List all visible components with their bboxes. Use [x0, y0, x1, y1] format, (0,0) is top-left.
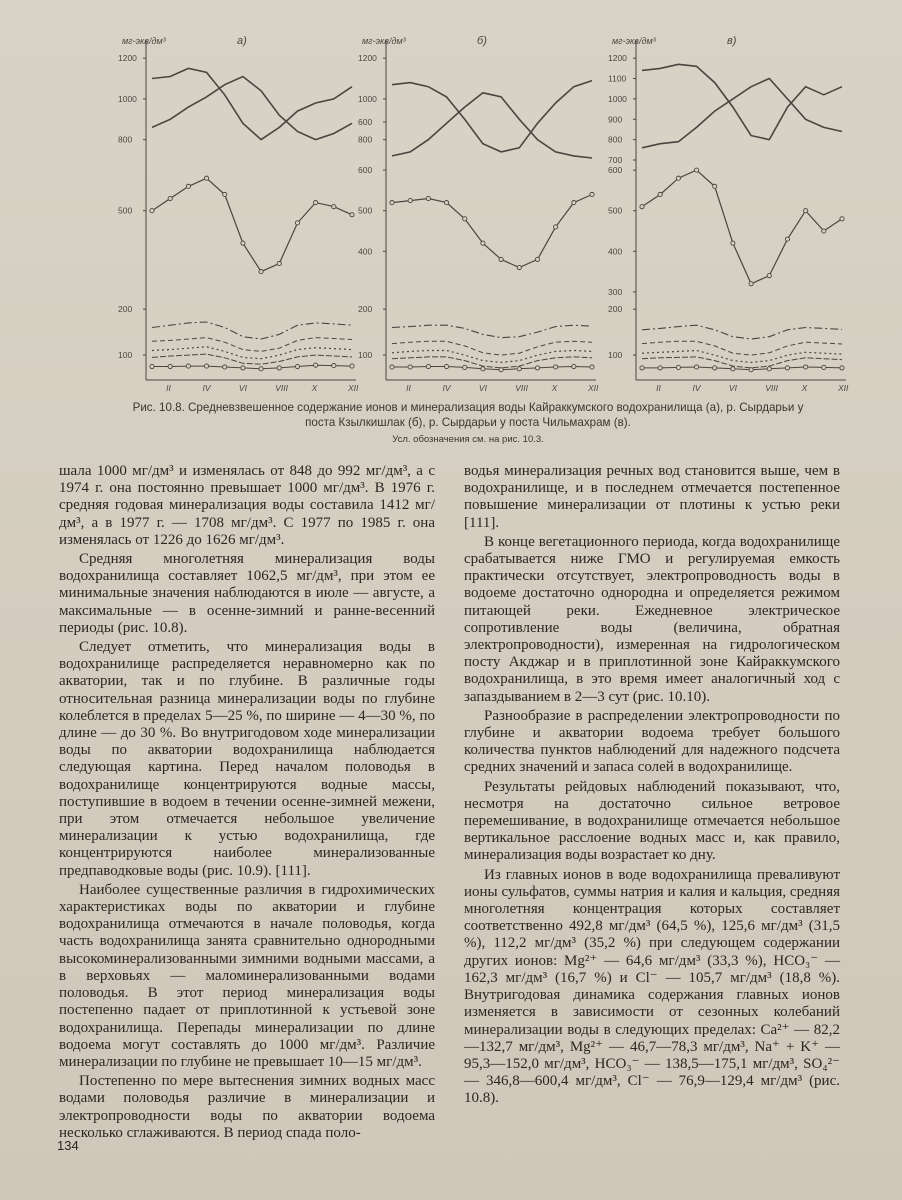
paragraph: водья минерализация речных вод становится выше, чем в водохранилище, и в последнем отмечается постепенное повышение минерализации от плотины к устью реки [111].	[464, 463, 840, 531]
x-tick-label: VIII	[275, 383, 289, 393]
figure-caption	[118, 400, 818, 447]
data-point	[241, 241, 245, 245]
data-point	[463, 365, 467, 369]
data-point	[259, 269, 263, 273]
y-tick-label: 500	[358, 205, 373, 216]
data-point	[408, 365, 412, 369]
data-point	[676, 176, 680, 180]
data-point	[390, 200, 394, 204]
data-point	[332, 205, 336, 209]
data-point	[822, 229, 826, 233]
page-number: 134	[57, 1138, 79, 1153]
data-point	[767, 274, 771, 278]
y-tick-label: 900	[608, 114, 623, 125]
right-text-column	[464, 463, 840, 1110]
series-line	[152, 365, 352, 369]
data-point	[749, 368, 753, 372]
data-point	[767, 367, 771, 371]
series-line	[392, 351, 592, 363]
panel-header-label: мг-экв/дм³	[612, 36, 656, 46]
series-line	[392, 341, 592, 355]
data-point	[168, 196, 172, 200]
data-point	[749, 282, 753, 286]
series-line	[642, 325, 842, 339]
y-tick-label: 1000	[118, 93, 137, 104]
y-tick-label: 200	[118, 304, 133, 315]
y-tick-label: 1100	[608, 73, 627, 84]
data-point	[408, 198, 412, 202]
x-tick-label: XII	[838, 383, 849, 393]
data-point	[840, 366, 844, 370]
data-point	[350, 364, 354, 368]
data-point	[676, 365, 680, 369]
x-tick-label: VIII	[515, 383, 529, 393]
x-tick-label: X	[551, 383, 558, 393]
y-tick-label: 1000	[358, 93, 377, 104]
paragraph: Из главных ионов в воде водохранилища преваливуют ионы сульфатов, суммы натрия и калия и кальция, средняя многолетняя концентрация которых составляет соответственно 492,8 мг/дм³ (64,5 %), 125,6 мг/дм³ (31,5 %), 112,2 мг/дм³ (35,2 %) при следующем содержании других ионов: Mg²⁺ — 64,6 мг/дм³ (33,3 %), HCO₃⁻ — 162,3 мг/дм³ (16,7 %) и Cl⁻ — 105,7 мг/дм³ (18,8 %). Внутригодовая динамика содержания главных ионов изменяется в зависимости от сезонных колебаний минерализации воды в следующих пределах: Ca²⁺ — 82,2—132,7 мг/дм³, Mg²⁺ — 46,7—78,3 мг/дм³, Na⁺ + K⁺ — 95,3—152,0 мг/дм³, HCO₃⁻ — 138,5—175,1 мг/дм³, SO₄²⁻ — 346,8—600,4 мг/дм³, Cl⁻ — 76,9—129,4 мг/дм³ (рис. 10.8).	[464, 866, 840, 1107]
data-point	[731, 367, 735, 371]
data-point	[822, 365, 826, 369]
data-point	[204, 176, 208, 180]
paragraph: шала 1000 мг/дм³ и изменялась от 848 до 992 мг/дм³, а с 1974 г. она постоянно превышает 1000 мг/дм³. В 1976 г. средняя годовая минерализация воды составила 1412 мг/дм³, а в 1977 г. — 1708 мг/дм³. С 1977 по 1985 г. она изменялась от 1226 до 1626 мг/дм³.	[59, 463, 435, 548]
x-tick-label: II	[166, 383, 171, 393]
data-point	[295, 364, 299, 368]
data-point	[223, 192, 227, 196]
x-tick-label: II	[406, 383, 411, 393]
data-point	[785, 366, 789, 370]
paragraph: Разнообразие в распределении электропроводности по глубине и акватории водоема требует большого количества пунктов наблюдений для надежного подсчета средних значений и запаса солей в водохранилище.	[464, 707, 840, 776]
data-point	[332, 364, 336, 368]
data-point	[390, 365, 394, 369]
paragraph: Результаты рейдовых наблюдений показывают, что, несмотря на достаточно сильное ветровое перемешивание, в водохранилище отмечается небольшое вертикальное расслоение водных масс и, как правило, минерализация воды возрастает ко дну.	[464, 778, 840, 864]
series-line	[152, 322, 352, 339]
series-line	[392, 81, 592, 152]
y-tick-label: 200	[358, 304, 373, 315]
data-point	[241, 366, 245, 370]
data-point	[204, 364, 208, 368]
y-tick-label: 600	[608, 165, 623, 176]
y-tick-label: 600	[358, 117, 373, 127]
y-tick-label: 200	[608, 304, 623, 315]
data-point	[259, 367, 263, 371]
data-point	[223, 365, 227, 369]
data-point	[785, 237, 789, 241]
data-point	[168, 364, 172, 368]
series-line	[152, 347, 352, 359]
x-tick-label: IV	[692, 383, 701, 393]
series-line	[392, 325, 592, 337]
data-point	[314, 363, 318, 367]
panel-letter-label: б)	[477, 35, 487, 47]
panel-letter-label: в)	[727, 35, 737, 47]
data-point	[499, 368, 503, 372]
data-point	[499, 257, 503, 261]
y-tick-label: 1200	[608, 53, 627, 64]
y-tick-label: 600	[358, 165, 373, 176]
data-point	[481, 241, 485, 245]
data-point	[840, 217, 844, 221]
series-line	[642, 341, 842, 355]
x-tick-label: XII	[588, 383, 599, 393]
y-tick-label: 400	[608, 246, 623, 257]
data-point	[277, 366, 281, 370]
y-tick-label: 400	[358, 246, 373, 257]
panel-header-label: мг-экв/дм³	[122, 36, 166, 46]
data-point	[590, 192, 594, 196]
data-point	[658, 366, 662, 370]
data-point	[295, 221, 299, 225]
panel-header-label: мг-экв/дм³	[362, 36, 406, 46]
data-point	[314, 200, 318, 204]
y-tick-label: 700	[608, 155, 623, 165]
data-point	[590, 365, 594, 369]
data-point	[426, 364, 430, 368]
caption-text: Рис. 10.8. Средневзвешенное содержание ионов и минерализация воды Кайраккумского водохранилища (а), р. Сырдарьи у поста Кзылкишлак (б), р. Сырдарьи у поста Чильмахрам (в).	[132, 401, 804, 429]
series-line	[642, 170, 842, 284]
data-point	[444, 200, 448, 204]
data-point	[426, 196, 430, 200]
data-point	[481, 367, 485, 371]
data-point	[804, 209, 808, 213]
data-point	[277, 261, 281, 265]
data-point	[350, 213, 354, 217]
data-point	[517, 265, 521, 269]
paragraph: Средняя многолетняя минерализация воды водохранилища составляет 1062,5 мг/дм³, при этом ее минимальные значения наблюдаются в июле — августе, а максимальные — в осенне-зимний и ранне-весенний периоды (рис. 10.8).	[59, 551, 435, 636]
paragraph: Постепенно по мере вытеснения зимних водных масс водами половодья различие в минерализации и электропроводности воды по акватории водоема несколько сглаживаются. В период спада поло-	[59, 1073, 435, 1141]
panel-letter-label: а)	[237, 35, 247, 47]
data-point	[658, 192, 662, 196]
x-tick-label: VIII	[765, 383, 779, 393]
paragraph: Следует отметить, что минерализация воды в водохранилище распределяется неравномерно как по акватории, так и по глубине. В различные годы относительная разница минерализации воды по глубине колеблется в пределах 5—25 %, по ширине — 4—30 %, по длине — до 30 %. Во внутригодовом ходе минерализации воды по акватории водохранилища наблюдается следующая картина. Перед началом половодья в водохранилище концентрируются водные массы, поступившие в водоем в течении осенне-зимней межени, при этом отмечается небольшое увеличение минерализации к устью водохранилища, где концентрируются наиболее минерализованные предпаводковые воды (рис. 10.9). [111].	[59, 639, 435, 879]
x-tick-label: VI	[478, 383, 487, 393]
left-text-column	[59, 463, 435, 1144]
data-point	[640, 366, 644, 370]
data-point	[150, 209, 154, 213]
paragraph: В конце вегетационного периода, когда водохранилище срабатывается ниже ГМО и регулируемая емкость практически отсутствует, электропроводность воды в водоеме достаточно однородна и определяется режимом питающей реки. Ежедневное электрическое сопротивление воды (величина, обратная электропроводности), измеренная на гидрологическом посту Акджар и в приплотинной зоне Кайраккумского водохранилища, в это время имеет аналогичный ход с запаздыванием в 2—3 сут (рис. 10.10).	[464, 533, 840, 705]
series-line	[642, 351, 842, 363]
data-point	[517, 367, 521, 371]
y-tick-label: 800	[608, 134, 623, 145]
y-tick-label: 800	[358, 134, 373, 145]
x-tick-label: XII	[348, 383, 359, 393]
x-tick-label: VI	[238, 383, 247, 393]
data-point	[713, 184, 717, 188]
figure-10-8	[0, 0, 902, 400]
y-tick-label: 1200	[118, 53, 137, 64]
x-tick-label: IV	[442, 383, 451, 393]
x-tick-label: II	[656, 383, 661, 393]
data-point	[640, 205, 644, 209]
x-tick-label: X	[801, 383, 808, 393]
data-point	[150, 364, 154, 368]
data-point	[694, 168, 698, 172]
series-line	[642, 64, 842, 139]
y-tick-label: 300	[608, 286, 623, 297]
caption-note: Усл. обозначения см. на рис. 10.3.	[392, 434, 544, 445]
y-tick-label: 1000	[608, 93, 627, 104]
y-tick-label: 100	[608, 350, 623, 361]
x-tick-label: X	[311, 383, 318, 393]
data-point	[554, 365, 558, 369]
data-point	[804, 365, 808, 369]
data-point	[186, 184, 190, 188]
y-tick-label: 1200	[358, 53, 377, 64]
data-point	[713, 366, 717, 370]
data-point	[554, 225, 558, 229]
data-point	[463, 217, 467, 221]
x-tick-label: VI	[728, 383, 737, 393]
series-line	[642, 357, 842, 368]
series-line	[152, 354, 352, 364]
series-line	[152, 77, 352, 140]
series-line	[392, 195, 592, 268]
y-tick-label: 500	[608, 205, 623, 216]
data-point	[535, 257, 539, 261]
data-point	[731, 241, 735, 245]
data-point	[186, 364, 190, 368]
y-tick-label: 800	[118, 134, 133, 145]
data-point	[444, 364, 448, 368]
x-tick-label: IV	[202, 383, 211, 393]
y-tick-label: 100	[358, 350, 373, 361]
data-point	[694, 365, 698, 369]
series-line	[152, 178, 352, 271]
series-line	[152, 338, 352, 352]
series-line	[152, 68, 352, 139]
data-point	[572, 200, 576, 204]
data-point	[535, 366, 539, 370]
paragraph: Наиболее существенные различия в гидрохимических характеристиках воды по акватории и глубине водохранилища отмечаются в начале половодья, когда часть водохранилища занята сравнительно однородными высокоминерализованными зимними водными массами, а в верховьях — маломинерализованными водами половодья. В этот период минерализация воды постепенно падает от приплотинной к устьевой зоне водохранилища. Перепады минерализации по длине водоема могут составлять до 1000 мг/дм³. Различие минерализации по глубине не превышает 10—15 мг/дм³.	[59, 881, 435, 1070]
data-point	[572, 364, 576, 368]
y-tick-label: 500	[118, 205, 133, 216]
y-tick-label: 100	[118, 350, 133, 361]
